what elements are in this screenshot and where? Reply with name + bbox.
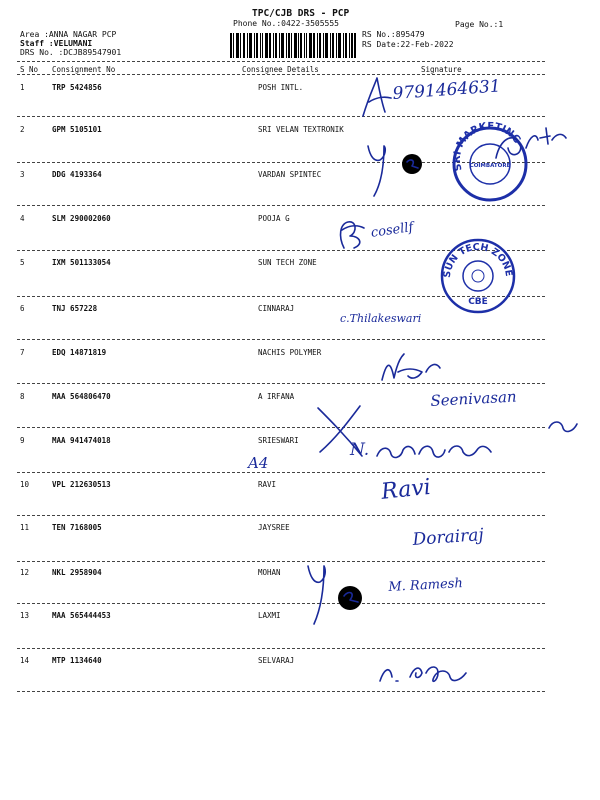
divider [17,691,545,692]
barcode [230,33,356,58]
row-consignee: VARDAN SPINTEC [258,170,322,179]
row-consignment: IXM 501133054 [52,258,111,267]
signature-row-8 [545,414,585,438]
divider [17,472,545,473]
row-consignment: MTP 1134640 [52,656,102,665]
stamp-text: SUN TECH ZONE [441,241,515,279]
row-sno: 7 [20,348,25,357]
divider [17,603,545,604]
column-header-signature: Signature [421,65,462,74]
row-consignee: POOJA G [258,214,290,223]
divider [17,427,545,428]
handwritten-text: cosellf [370,220,415,241]
row-consignee: POSH INTL. [258,83,304,92]
row-consignment: SLM 290002060 [52,214,111,223]
staff-label: Staff :VELUMANI [20,39,93,48]
sun-tech-zone-stamp [438,236,518,316]
row-consignment: NKL 2958904 [52,568,102,577]
row-sno: 13 [20,611,30,620]
row-consignee: NACHIS POLYMER [258,348,322,357]
row-consignment: GPM 5105101 [52,125,102,134]
divider [17,561,545,562]
signature-row-3 [360,142,440,202]
row-consignee: SELVARAJ [258,656,295,665]
row-sno: 10 [20,480,30,489]
row-sno: 6 [20,304,25,313]
row-consignee: MOHAN [258,568,281,577]
row-consignment: TEN 7168005 [52,523,102,532]
row-consignment: TNJ 657228 [52,304,98,313]
column-header-sno: S No [20,65,39,74]
signature-row-2 [490,118,570,168]
handwritten-text: Dorairaj [412,525,485,550]
row-consignee: CINNARAJ [258,304,295,313]
row-sno: 9 [20,436,25,445]
row-consignee: RAVI [258,480,277,489]
row-consignment: DDG 4193364 [52,170,102,179]
row-sno: 2 [20,125,25,134]
row-sno: 11 [20,523,30,532]
divider [17,648,545,649]
signature-row-9-scribble [373,436,503,466]
row-consignee: SRI VELAN TEXTRONIK [258,125,344,134]
drs-number: DRS No. :DCJB89547901 [20,48,122,57]
signature-row-12 [300,562,380,632]
document-title: TPC/CJB DRS - PCP [252,8,350,19]
handwritten-text: M. Ramesh [388,576,464,595]
handwritten-text: A4 [248,454,269,472]
handwritten-text: N. [350,440,370,460]
page-number: Page No.:1 [455,20,504,29]
row-sno: 1 [20,83,25,92]
row-consignment: TRP 5424856 [52,83,102,92]
row-sno: 3 [20,170,25,179]
row-sno: 4 [20,214,25,223]
row-consignment: MAA 941474018 [52,436,111,445]
handwritten-text: Seenivasan [430,387,518,410]
column-header-consignment: Consignment No [52,65,116,74]
phone-number: Phone No.:0422-3505555 [233,19,339,28]
rs-date: RS Date:22-Feb-2022 [362,40,454,49]
divider [17,74,545,75]
handwritten-phone: 9791464631 [392,76,502,104]
signature-row-7 [376,350,446,390]
svg-text:SUN TECH ZONE [442,242,514,279]
row-sno: 12 [20,568,30,577]
row-sno: 14 [20,656,30,665]
rs-number: RS No.:895479 [362,30,425,39]
row-consignee: JAYSREE [258,523,290,532]
row-sno: 5 [20,258,25,267]
handwritten-text: c.Thilakeswari [340,312,422,325]
stamp-text: CBE [468,297,488,307]
row-consignee: SUN TECH ZONE [258,258,317,267]
divider [17,61,545,62]
divider [17,515,545,516]
row-consignment: EDQ 14871819 [52,348,107,357]
column-header-consignee: Consignee Details [242,65,319,74]
divider [17,383,545,384]
row-consignment: MAA 564806470 [52,392,111,401]
row-sno: 8 [20,392,25,401]
stamp-text: COIMBATORE [469,163,511,169]
row-consignee: LAXMI [258,611,281,620]
row-consignee: A IRFANA [258,392,295,401]
stamp-text: SRI MARKETING [451,121,523,173]
area-label: Area :ANNA NAGAR PCP [20,30,117,39]
signature-row-14 [376,655,486,691]
row-consignment: MAA 565444453 [52,611,111,620]
row-consignment: VPL 212630513 [52,480,111,489]
handwritten-text: Ravi [380,474,432,505]
divider [17,339,545,340]
row-consignee: SRIESWARI [258,436,299,445]
